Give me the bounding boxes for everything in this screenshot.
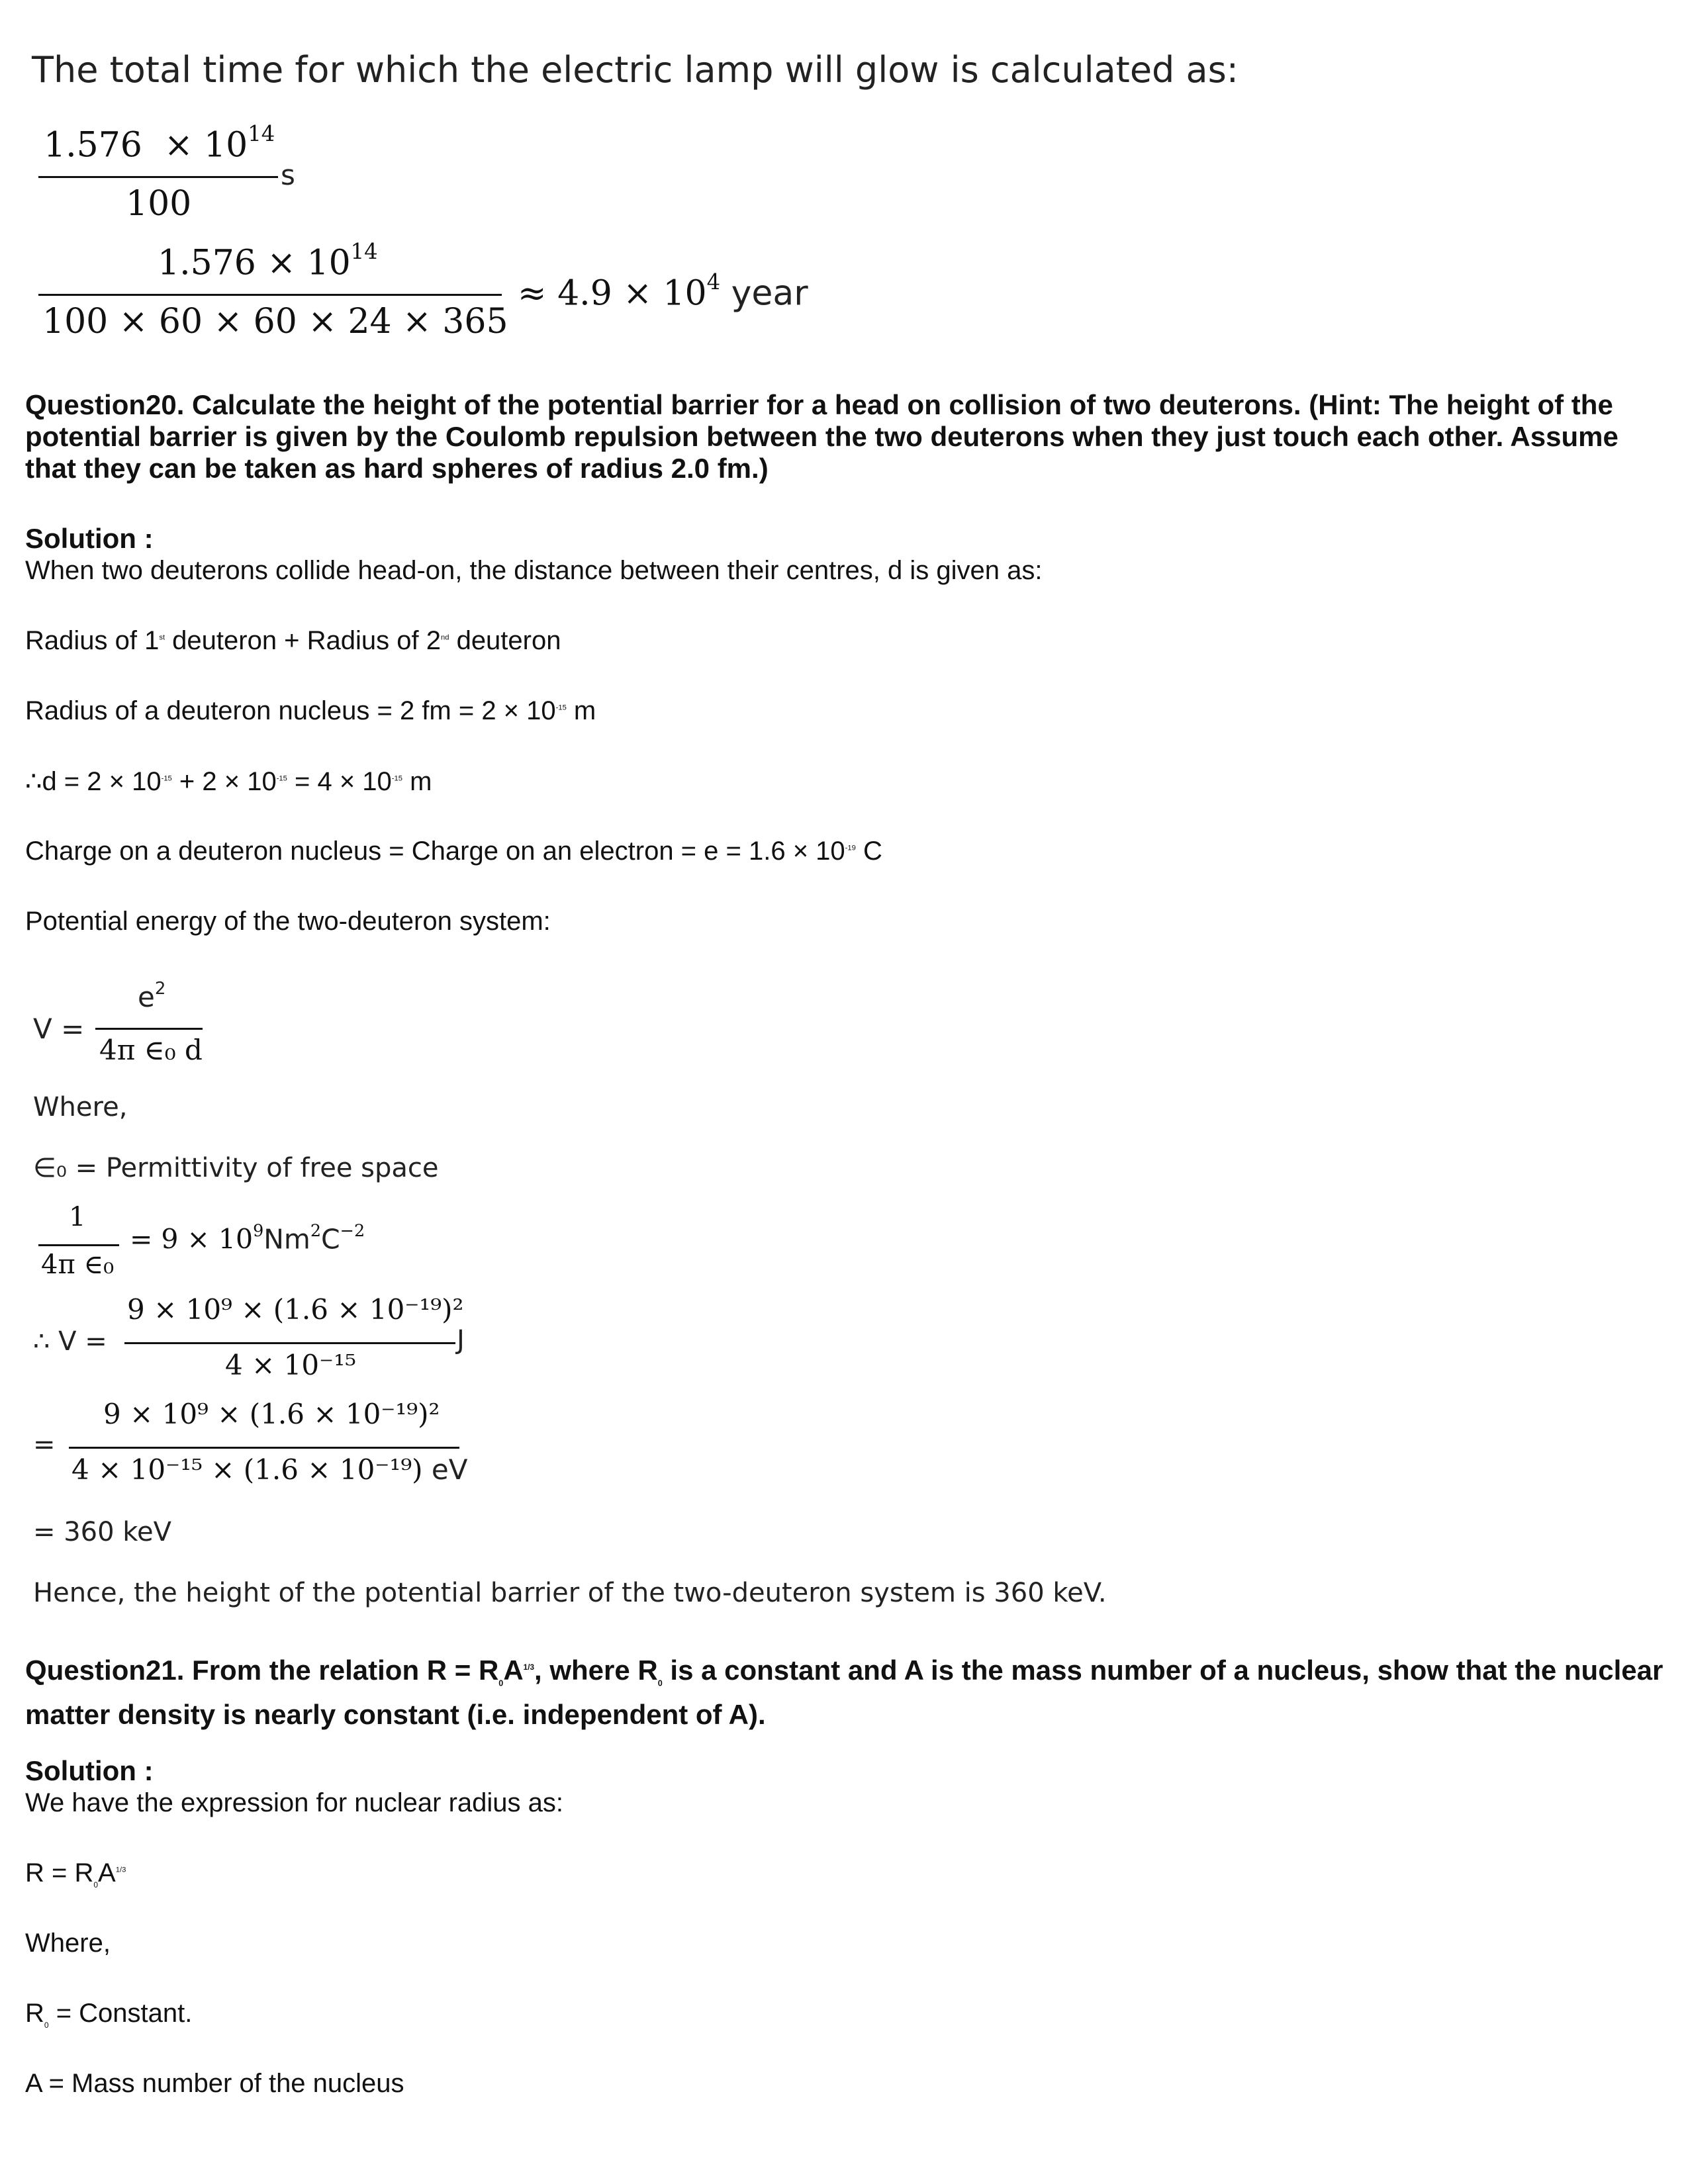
q20-conclusion: Hence, the height of the potential barrier of the two-deuteron system is 360 keV.: [33, 1578, 1107, 1608]
k-eq-fraction-bar: [38, 1244, 119, 1246]
eq2-fraction-bar: [38, 294, 502, 296]
q20-solution-label: Solution :: [25, 523, 154, 554]
v-calc2-denominator: 4 × 10⁻¹⁵ × (1.6 × 10⁻¹⁹) eV: [71, 1453, 468, 1486]
q21-radius-equation: $R = R_0A^{1/3}$: [25, 1858, 126, 1889]
k-eq-numerator: 1: [69, 1202, 86, 1232]
v-calc1-numerator: 9 × 10⁹ × (1.6 × 10⁻¹⁹)²: [127, 1293, 464, 1326]
v-calc2-fraction-bar: [69, 1447, 459, 1449]
v-calc2-numerator: 9 × 10⁹ × (1.6 × 10⁻¹⁹)²: [103, 1398, 440, 1430]
v-calc1-unit: J: [457, 1325, 465, 1355]
k-eq-denominator: 4π ∈₀: [41, 1250, 115, 1280]
eq1-numerator: $1.576 \times 10^{14}$: [44, 121, 275, 165]
q20-result: = 360 keV: [33, 1517, 172, 1547]
v-eq-lhs: V =: [33, 1013, 85, 1045]
q20-epsilon-definition: ∈₀ = Permittivity of free space: [33, 1153, 439, 1183]
v-calc1-denominator: 4 × 10⁻¹⁵: [225, 1349, 356, 1381]
v-eq-denominator: 4π ∈₀ d: [99, 1034, 203, 1066]
q20-deuteron-radius: Radius of a deuteron nucleus = 2 fm = $2 \times 10^{-15}$ m: [25, 696, 596, 725]
q21-paragraph-radius: We have the expression for nuclear radius as:: [25, 1788, 564, 1817]
q20-radius-sum: Radius of 1st deuteron + Radius of 2nd deuteron: [25, 626, 561, 655]
eq2-denominator: 100 × 60 × 60 × 24 × 365: [42, 302, 508, 341]
q20-paragraph-distance: When two deuterons collide head-on, the distance between their centres, d is given as:: [25, 556, 1043, 585]
eq1-fraction-bar: [38, 176, 278, 178]
q21-where: Where,: [25, 1929, 111, 1958]
v-eq-fraction-bar: [95, 1028, 203, 1030]
q20-potential-energy-label: Potential energy of the two-deuteron system:: [25, 907, 551, 936]
eq1-unit: s: [281, 159, 295, 191]
question-21-title: Question21. From the relation $R = R_0A^{1/3}$, where $R_0$ is a constant and A is the mass number of a nucleus, show that the nuclear matter density is nearly constant (i.e. independent of A).: [25, 1655, 1664, 1731]
v-calc1-fraction-bar: [124, 1342, 455, 1344]
v-calc1-lhs: ∴ V =: [33, 1326, 107, 1357]
q20-charge: Charge on a deuteron nucleus = Charge on an electron = $e = 1.6 \times 10^{-19}$ C: [25, 837, 882, 866]
question-20-title: Question20. Calculate the height of the potential barrier for a head on collision of two deuterons. (Hint: The height of the potential barrier is given by the Coulomb repulsion between the two deuterons when they just touch each other. Assume that they can be taken as hard spheres of radius 2.0 fm.): [25, 389, 1618, 484]
q21-a-definition: A = Mass number of the nucleus: [25, 2069, 404, 2098]
intro-line: The total time for which the electric lamp will glow is calculated as:: [32, 49, 1239, 91]
q21-r0-definition: $R_0$ = Constant.: [25, 1999, 193, 2030]
v-calc2-lhs: =: [33, 1430, 56, 1460]
q20-where: Where,: [33, 1092, 128, 1122]
eq2-numerator: $1.576 \times 10^{14}$: [158, 239, 378, 283]
k-eq-rhs: = $9 \times 10^9Nm^2C^{-2}$: [130, 1220, 365, 1255]
q21-solution-label: Solution :: [25, 1755, 154, 1786]
eq1-denominator: 100: [126, 184, 192, 224]
q20-distance-d: ∴d = $2 \times 10^{-15} + 2 \times 10^{-15} = 4 \times 10^{-15}$ m: [25, 767, 432, 796]
eq2-result: ≈ $4.9 \times 10^4$ year: [518, 269, 808, 314]
v-eq-numerator: $e^2$: [138, 979, 166, 1013]
